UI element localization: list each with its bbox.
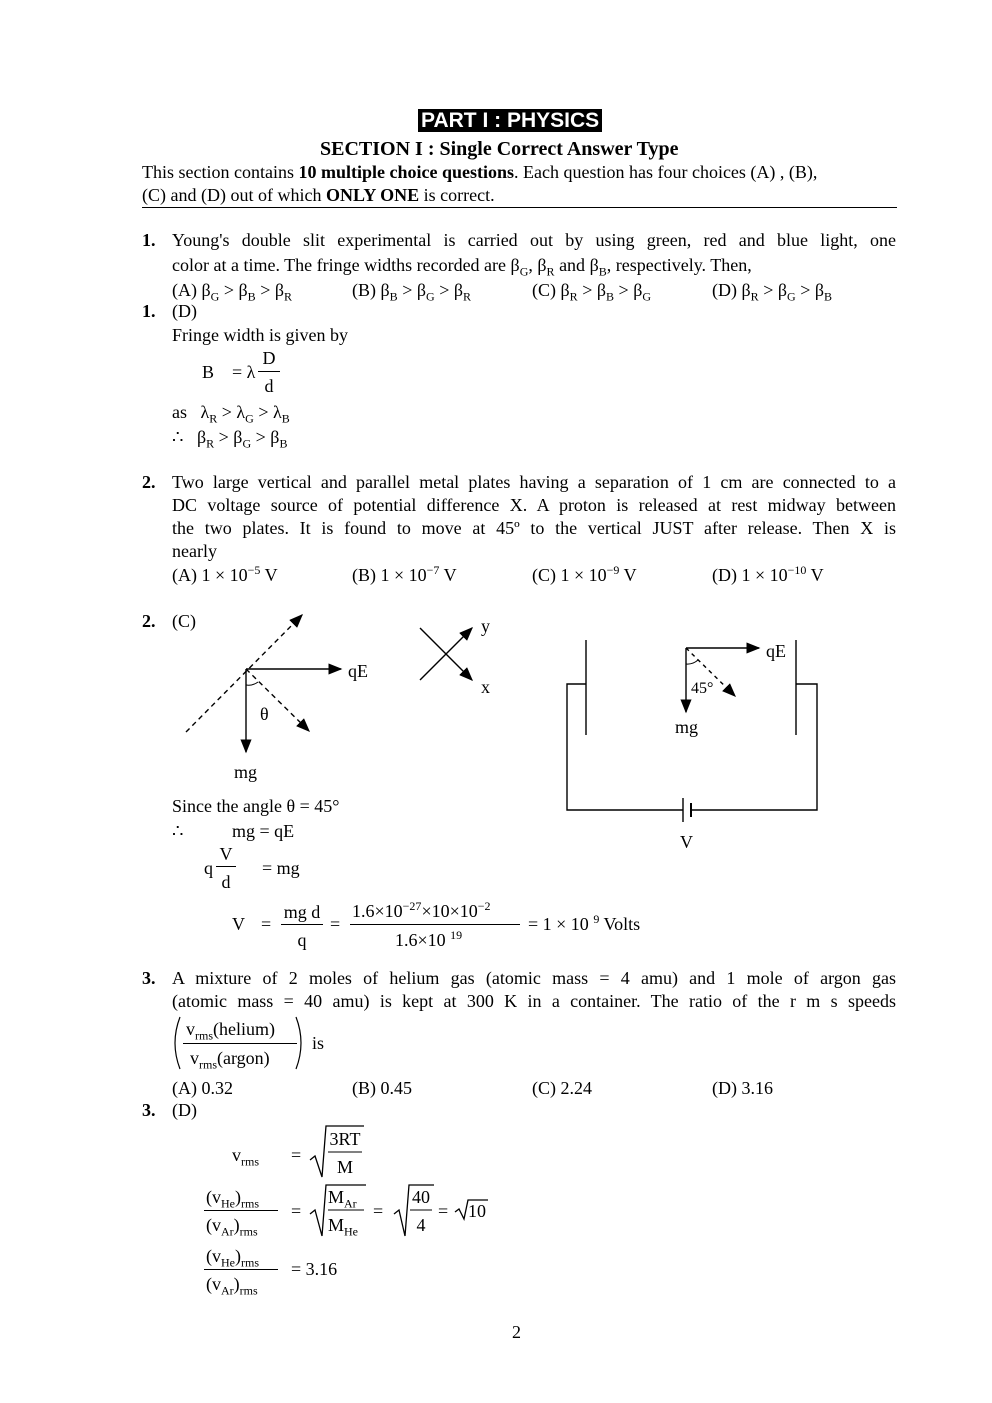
answer-1-eq-mid: = λ [232,362,256,382]
page-number: 2 [512,1322,521,1342]
answer-2-big-den: 1.6×10 $^{19}$ [395,928,463,950]
answer-2-mg-eq-qe: mg = qE [232,821,295,841]
answer-3-final-num: $(v_{He})_{rms}$ [206,1246,259,1270]
answer-3-eq-2: = [291,1201,302,1221]
answer-3-vhe-num: $(v_{He})_{rms}$ [206,1187,259,1211]
question-2-option-c: (C) $1 \times 10^{-9}$ V [532,563,637,585]
question-3-line-1: A mixture of 2 moles of helium gas (atomic mass = 4 amu) and 1 mole of argon gas [172,968,896,988]
answer-3-final-bar [204,1269,278,1270]
fig3-qe-label: qE [766,641,786,661]
question-1-number: 1. [142,230,156,250]
answer-3-n10: 10 [468,1201,486,1221]
question-3-ratio-den: $v_{rms}(argon)$ [190,1048,270,1072]
question-2-option-b: (B) $1 \times 10^{-7}$ V [352,563,457,585]
part-title: PART I : PHYSICS [418,109,602,132]
answer-2-eq-1: = [261,914,272,934]
answer-2-choice: (C) [172,611,196,631]
answer-2-therefore: ∴ [172,821,184,841]
answer-1-text: Fringe width is given by [172,325,348,345]
fig3-mg-label: mg [675,717,699,737]
answer-1-eq-num: D [262,348,276,368]
axis-x-label: x [481,677,490,697]
answer-3-vrms: $v_{rms}$ [232,1145,259,1169]
answer-2-v-num: V [219,844,233,864]
answer-3-n4: 4 [416,1215,426,1235]
question-3-option-c: (C) 2.24 [532,1078,592,1098]
answer-1-eq-den: d [264,376,274,396]
answer-2-big-num: $1.6\times 10^{-27}\times 10\times 10^{-2}$ [352,899,491,921]
fig1-qe-label: qE [348,661,368,681]
question-3-ratio-num: $v_{rms}(helium)$ [186,1019,275,1043]
section-intro-line-2: (C) and (D) out of which ONLY ONE is correct. [142,185,495,205]
axis-y-label: y [481,616,490,636]
question-3-line-2: (atomic mass = 40 amu) is kept at 300 K in a container. The ratio of the r m s speeds [172,991,896,1011]
answer-3-final-den: $(v_{Ar})_{rms}$ [206,1274,258,1298]
question-3-option-b: (B) 0.45 [352,1078,412,1098]
answer-1-as-line: as $\lambda_R > \lambda_G > \lambda_B$ [172,402,290,426]
answer-2-v-lhs: V [232,914,245,934]
fig1-mg-label: mg [234,762,258,782]
answer-3-mar-num: $M_{Ar}$ [328,1187,357,1211]
question-2-option-d: (D) $1 \times 10^{-10}$ V [712,563,824,585]
question-1-option-d: (D) $\beta_R > \beta_G > \beta_B$ [712,280,833,304]
answer-3-rt-num: 3RT [329,1129,361,1149]
question-2-line-1: Two large vertical and parallel metal plates having a separation of 1 cm are connected to a [172,472,896,492]
answer-2-number: 2. [142,611,156,631]
answer-2-mgd-num: mg d [283,902,321,922]
answer-1-eq-lhs: B [202,362,215,382]
section-title: SECTION I : Single Correct Answer Type [320,138,679,160]
question-1-option-c: (C) $\beta_R > \beta_B > \beta_G$ [532,280,652,304]
answer-3-number: 3. [142,1100,156,1120]
answer-2-result: = 1 × 10 $^9$ Volts [528,912,641,934]
question-1-line-2: color at a time. The fringe widths recorded are $\beta_G$, $\beta_R$ and $\beta_B$, respectively. Then, [172,255,752,279]
question-2-option-a: (A) $1 \times 10^{-5}$ V [172,563,278,585]
answer-2-since: Since the angle θ = 45° [172,796,340,816]
answer-3-vhe-bar [204,1210,278,1211]
question-2-line-2: DC voltage source of potential difference X. A proton is released at rest midway between [172,495,896,515]
answer-2-q-den: q [297,930,307,950]
question-1-option-b: (B) $\beta_B > \beta_G > \beta_R$ [352,280,472,304]
answer-1-choice: (D) [172,301,197,321]
question-3-option-a: (A) 0.32 [172,1078,233,1098]
question-2-number: 2. [142,472,156,492]
question-1-option-a: (A) $\beta_G > \beta_B > \beta_R$ [172,280,293,304]
answer-3-eq-4: = [438,1201,449,1221]
answer-2-d-den: d [221,872,231,892]
answer-2-eq-mg: = mg [262,858,300,878]
answer-1-conclusion: ∴ $\beta_R > \beta_G > \beta_B$ [172,427,288,451]
fig1-theta-label: θ [260,704,269,724]
answer-3-rt-den: M [336,1157,353,1177]
fig3-angle-label: 45° [691,680,714,697]
question-3-number: 3. [142,968,156,988]
question-1-line-1: Young's double slit experimental is carried out by using green, red and blue light, one [172,230,896,250]
section-intro-line-1: This section contains 10 multiple choice questions. Each question has four choices (A) , (B), [142,162,818,182]
answer-3-final-result: = 3.16 [291,1259,338,1279]
fig3-v-label: V [680,832,693,852]
answer-3-n40: 40 [412,1187,430,1207]
question-2-line-4: nearly [172,541,217,561]
question-3-option-d: (D) 3.16 [712,1078,773,1098]
question-3-is: is [312,1033,325,1053]
answer-3-mhe-den: $M_{He}$ [328,1215,359,1239]
answer-3-var-den: $(v_{Ar})_{rms}$ [206,1215,258,1239]
answer-2-q: q [204,858,213,878]
answer-1-number: 1. [142,301,156,321]
question-2-line-3: the two plates. It is found to move at 45º to the vertical JUST after release. Then X is [172,518,896,538]
answer-3-eq-1: = [291,1145,302,1165]
answer-3-choice: (D) [172,1100,197,1120]
answer-2-eq-2: = [330,914,341,934]
answer-3-eq-3: = [373,1201,384,1221]
